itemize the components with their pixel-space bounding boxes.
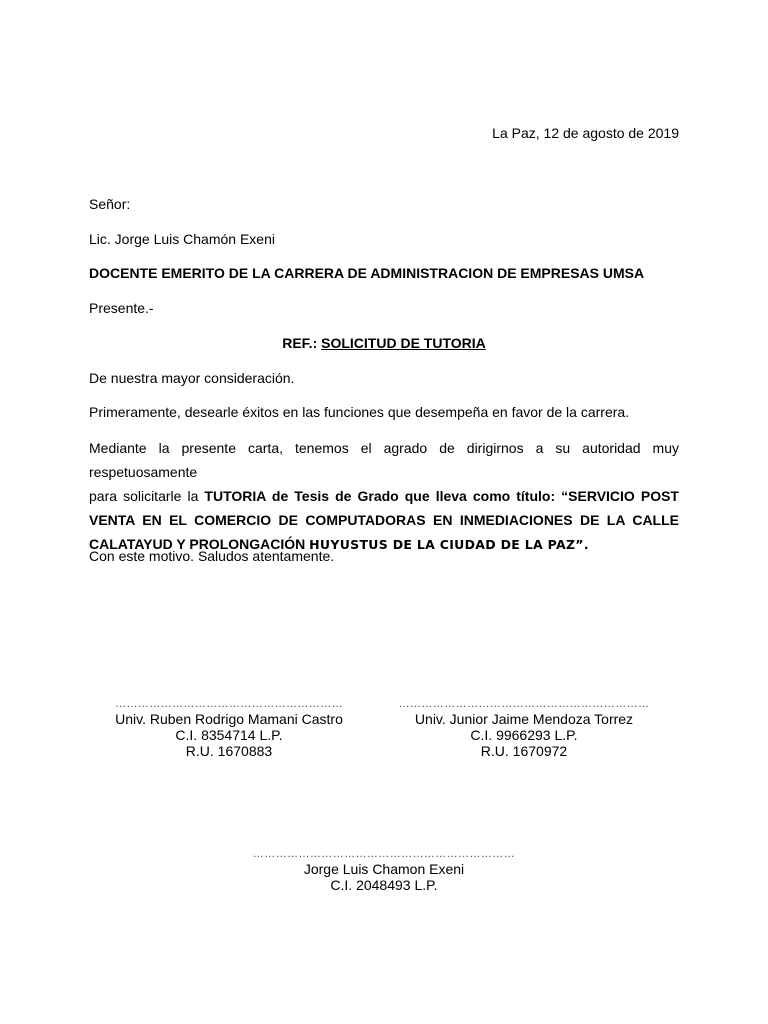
closing: Con este motivo. Saludos atentamente.	[89, 548, 335, 564]
request-paragraph	[89, 436, 679, 557]
signer-ru: R.U. 1670972	[480, 743, 568, 759]
letter-date: La Paz, 12 de agosto de 2019	[492, 125, 679, 141]
reference-subject: SOLICITUD DE TUTORIA	[321, 335, 486, 351]
request-line-1: Mediante la presente carta, tenemos el agrado de dirigirnos a su autoridad muy respetuosamente	[89, 440, 679, 480]
request-line-2-bold: TUTORIA de Tesis de Grado que lleva como título: “SERVICIO POST	[204, 488, 679, 504]
recipient-name: Lic. Jorge Luis Chamón Exeni	[89, 231, 275, 247]
signer-name: Univ. Junior Jaime Mendoza Torrez	[414, 711, 634, 727]
request-line-4-bold: CALATAYUD Y PROLONGACIÓN	[89, 536, 306, 552]
signer-ci: C.I. 2048493 L.P.	[330, 877, 438, 893]
signature-line: …………………………………………………………	[398, 698, 650, 710]
signer-name: Univ. Ruben Rodrigo Mamani Castro	[115, 711, 343, 727]
signature-line: ……………………………………………………	[115, 698, 343, 710]
signer-ci: C.I. 8354714 L.P.	[175, 727, 283, 743]
signer-ci: C.I. 9966293 L.P.	[470, 727, 578, 743]
first-paragraph: Primeramente, desearle éxitos en las funciones que desempeña en favor de la carrera.	[89, 404, 630, 420]
reference-line	[0, 335, 768, 351]
signature-block-mamani	[98, 698, 360, 759]
signer-ru: R.U. 1670883	[185, 743, 273, 759]
signer-name: Jorge Luis Chamon Exeni	[303, 861, 465, 877]
greeting: De nuestra mayor consideración.	[89, 370, 295, 386]
request-line-2-plain: para solicitarle la	[89, 488, 199, 504]
reference-label: REF.:	[282, 335, 318, 351]
signature-line: ……………………………………………………………	[252, 848, 516, 860]
signature-block-chamon	[212, 848, 556, 893]
recipient-title: DOCENTE EMERITO DE LA CARRERA DE ADMINISTRACION DE EMPRESAS UMSA	[89, 265, 645, 281]
presente: Presente.-	[89, 300, 154, 316]
salutation: Señor:	[89, 196, 131, 212]
request-line-2	[89, 484, 679, 508]
request-line-3: VENTA EN EL COMERCIO DE COMPUTADORAS EN INMEDIACIONES DE LA CALLE	[89, 512, 679, 528]
request-line-4-tail: HUYUSTUS DE LA CIUDAD DE LA PAZ”.	[309, 537, 589, 552]
signature-block-mendoza	[372, 698, 676, 759]
